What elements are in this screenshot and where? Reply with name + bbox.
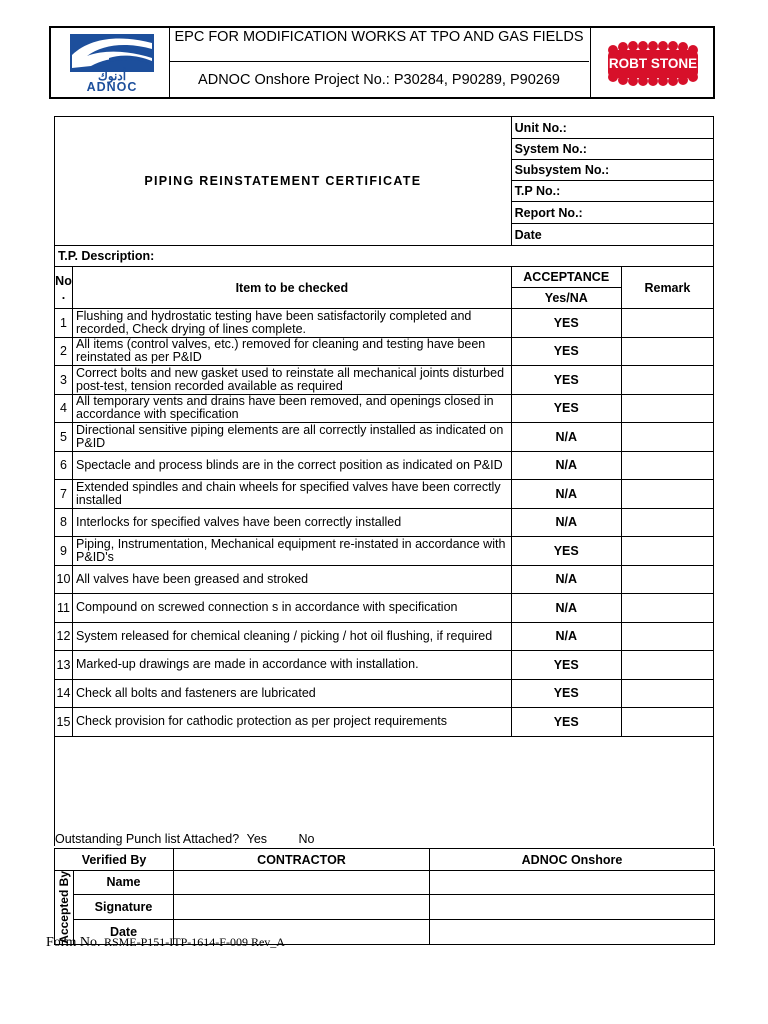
field-date: Date	[511, 224, 713, 246]
robt-stone-logo	[590, 28, 716, 97]
column-header-no-dot: .	[61, 287, 66, 302]
punch-list-yes[interactable]: Yes	[246, 832, 268, 846]
column-header-item: Item to be checked	[73, 267, 512, 309]
item-number: 7	[55, 480, 73, 509]
item-number: 15	[55, 708, 73, 737]
item-remark	[621, 337, 713, 366]
contractor-header: CONTRACTOR	[174, 849, 430, 871]
item-acceptance: YES	[511, 708, 621, 737]
field-system-no: System No.:	[511, 139, 713, 160]
client-date-field[interactable]	[430, 919, 715, 944]
punch-list-no[interactable]: No	[298, 832, 315, 846]
item-remark	[621, 651, 713, 680]
item-text: All items (control valves, etc.) removed for cleaning and testing have been reinstated as per P&ID	[73, 337, 512, 366]
item-text: Flushing and hydrostatic testing have been satisfactorily completed and recorded, Check drying of lines complete.	[73, 309, 512, 338]
item-text: All temporary vents and drains have been removed, and openings closed in accordance with specification	[73, 394, 512, 423]
accepted-by-label: Accepted By	[57, 871, 71, 944]
item-text: Directional sensitive piping elements are all correctly installed as indicated on P&ID	[73, 423, 512, 452]
item-acceptance: N/A	[511, 423, 621, 452]
column-header-no-label: No	[55, 273, 72, 288]
item-text: Check provision for cathodic protection as per project requirements	[73, 708, 512, 737]
item-number: 1	[55, 309, 73, 338]
item-remark	[621, 565, 713, 594]
item-acceptance: N/A	[511, 622, 621, 651]
item-acceptance: YES	[511, 337, 621, 366]
contractor-name-field[interactable]	[174, 871, 430, 895]
item-remark	[621, 679, 713, 708]
table-row	[55, 622, 714, 651]
client-name-field[interactable]	[430, 871, 715, 895]
item-acceptance: YES	[511, 651, 621, 680]
item-acceptance: N/A	[511, 480, 621, 509]
item-remark	[621, 394, 713, 423]
item-remark	[621, 594, 713, 623]
item-acceptance: N/A	[511, 451, 621, 480]
item-acceptance: YES	[511, 366, 621, 395]
logo-arabic-text: أدنوك	[97, 69, 127, 83]
item-number: 3	[55, 366, 73, 395]
client-signature-field[interactable]	[430, 894, 715, 919]
client-header: ADNOC Onshore	[430, 849, 715, 871]
field-tp-no: T.P No.:	[511, 181, 713, 202]
item-number: 5	[55, 423, 73, 452]
item-text: Compound on screwed connection s in accordance with specification	[73, 594, 512, 623]
date-label: Date	[74, 919, 174, 944]
punch-list-question: Outstanding Punch list Attached?	[55, 832, 240, 846]
certificate-table	[54, 116, 714, 846]
robt-stone-text: ROBT STONE	[608, 56, 698, 71]
item-remark	[621, 480, 713, 509]
certificate-title: PIPING REINSTATEMENT CERTIFICATE	[55, 117, 512, 246]
field-unit-no: Unit No.:	[511, 117, 713, 139]
tp-description: T.P. Description:	[55, 246, 714, 267]
item-number: 2	[55, 337, 73, 366]
item-number: 9	[55, 537, 73, 566]
project-number: ADNOC Onshore Project No.: P30284, P90289, P90269	[198, 72, 560, 88]
adnoc-logo	[51, 28, 170, 97]
item-number: 11	[55, 594, 73, 623]
table-row	[55, 366, 714, 395]
project-title: EPC FOR MODIFICATION WORKS AT TPO AND GAS FIELDS	[169, 28, 589, 62]
table-row	[55, 679, 714, 708]
item-number: 12	[55, 622, 73, 651]
item-remark	[621, 366, 713, 395]
field-subsystem-no: Subsystem No.:	[511, 160, 713, 181]
item-number: 13	[55, 651, 73, 680]
form-number	[46, 935, 285, 951]
item-remark	[621, 622, 713, 651]
verified-by-label: Verified By	[55, 849, 174, 871]
item-text: Spectacle and process blinds are in the correct position as indicated on P&ID	[73, 451, 512, 480]
contractor-signature-field[interactable]	[174, 894, 430, 919]
item-remark	[621, 451, 713, 480]
table-row	[55, 423, 714, 452]
item-number: 14	[55, 679, 73, 708]
item-remark	[621, 537, 713, 566]
column-header-no	[55, 267, 73, 309]
table-row	[55, 708, 714, 737]
item-acceptance: YES	[511, 537, 621, 566]
item-acceptance: N/A	[511, 565, 621, 594]
table-row	[55, 594, 714, 623]
form-number-code: RSME-P151-ITP-1614-F-009 Rev_A	[103, 935, 285, 949]
table-row	[55, 337, 714, 366]
item-text: System released for chemical cleaning / picking / hot oil flushing, if required	[73, 622, 512, 651]
item-acceptance: YES	[511, 679, 621, 708]
item-acceptance: N/A	[511, 594, 621, 623]
table-row	[55, 565, 714, 594]
table-row	[55, 508, 714, 537]
item-text: Interlocks for specified valves have been correctly installed	[73, 508, 512, 537]
item-acceptance: YES	[511, 309, 621, 338]
table-row	[55, 451, 714, 480]
item-text: All valves have been greased and stroked	[73, 565, 512, 594]
form-number-label: Form No.	[46, 935, 101, 950]
item-text: Extended spindles and chain wheels for specified valves have been correctly installed	[73, 480, 512, 509]
punch-list-area	[55, 736, 714, 846]
table-row	[55, 480, 714, 509]
item-text: Marked-up drawings are made in accordance with installation.	[73, 651, 512, 680]
table-row	[55, 537, 714, 566]
column-header-remark: Remark	[621, 267, 713, 309]
item-text: Check all bolts and fasteners are lubricated	[73, 679, 512, 708]
item-number: 10	[55, 565, 73, 594]
table-row	[55, 394, 714, 423]
item-text: Correct bolts and new gasket used to reinstate all mechanical joints disturbed post-test, tension recorded available as required	[73, 366, 512, 395]
document-header	[49, 26, 715, 99]
item-remark	[621, 309, 713, 338]
table-row	[55, 309, 714, 338]
column-header-acceptance: ACCEPTANCE	[511, 267, 621, 288]
item-text: Piping, Instrumentation, Mechanical equipment re-instated in accordance with P&ID's	[73, 537, 512, 566]
item-number: 8	[55, 508, 73, 537]
item-remark	[621, 708, 713, 737]
item-number: 6	[55, 451, 73, 480]
name-label: Name	[74, 871, 174, 895]
item-remark	[621, 423, 713, 452]
signoff-table	[54, 848, 715, 945]
column-header-yes-na: Yes/NA	[511, 288, 621, 309]
accepted-by-cell	[55, 871, 74, 945]
item-acceptance: N/A	[511, 508, 621, 537]
item-acceptance: YES	[511, 394, 621, 423]
field-report-no: Report No.:	[511, 202, 713, 224]
table-row	[55, 651, 714, 680]
signature-label: Signature	[74, 894, 174, 919]
logo-text: ADNOC	[86, 80, 138, 94]
item-remark	[621, 508, 713, 537]
item-number: 4	[55, 394, 73, 423]
